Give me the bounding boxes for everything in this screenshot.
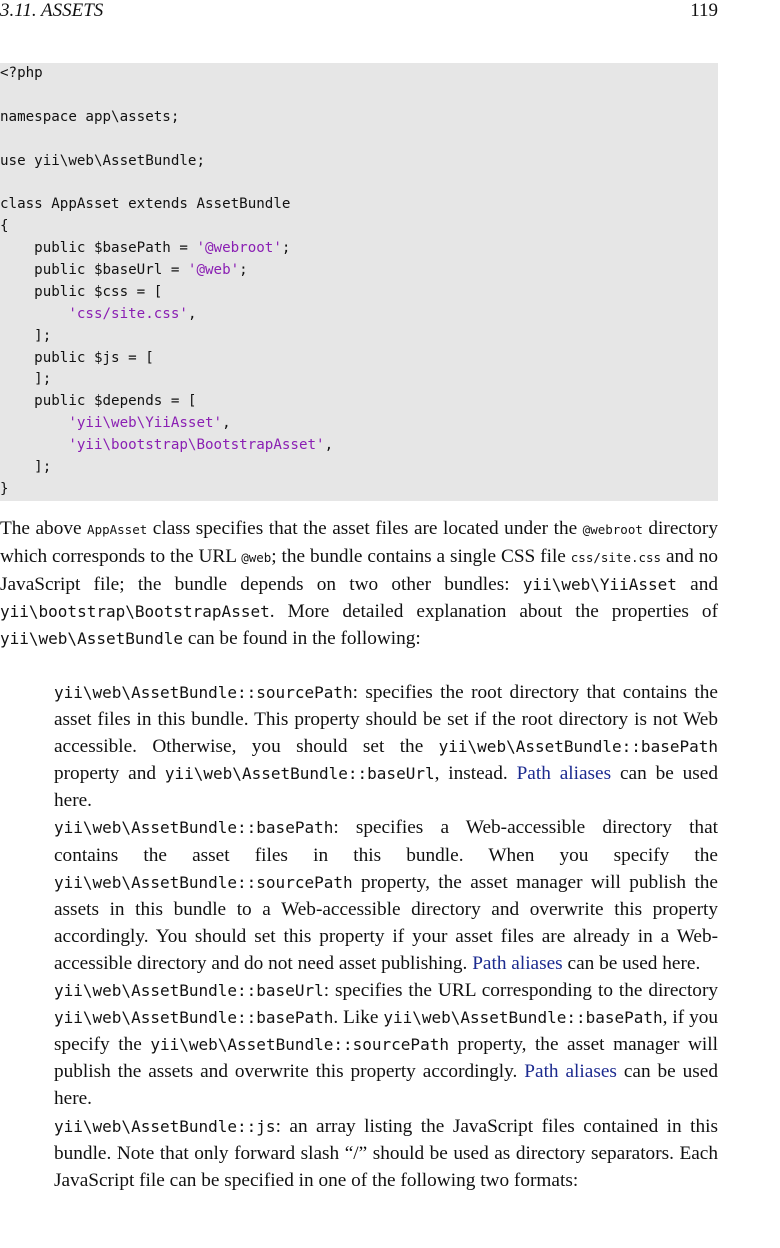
list-item-basepath: yii\web\AssetBundle::basePath: specifies a Web-accessible directory that contains the asset files in this bundle. When you specify the yii\web\AssetBundle::sourcePath property, the asset manager will publish the assets in this bundle to a Web-accessible directory and overwrite this property accordingly. You should set this property if your asset files are already in a Web-accessible directory and do not need asset publishing. Path aliases can be used here. [54, 817, 718, 974]
code-line: ]; [0, 327, 52, 344]
code-line: 'yii\web\YiiAsset', [68, 415, 231, 432]
path-aliases-link[interactable]: Path aliases [524, 1061, 617, 1083]
chapter-title: 3.11. ASSETS [0, 0, 104, 21]
path-aliases-link[interactable]: Path aliases [472, 952, 563, 974]
page-number: 119 [690, 0, 718, 21]
code-line [0, 85, 718, 107]
code-line: } [0, 480, 9, 497]
property-list [54, 679, 718, 1194]
property-name: yii\web\AssetBundle::sourcePath [54, 683, 353, 702]
inline-code: yii\web\AssetBundle [0, 629, 184, 649]
intro-text: The above AppAsset class specifies that the asset files are located under the @webroot directory which corresponds to the URL @web; the bundle contains a single CSS file css/site.css and no JavaScript file; the bundle depends on two other bundles: yii\web\YiiAsset and yii\bootstrap\BootstrapAsset. More detailed explanation about the properties of yii\web\AssetBundle can be found in the following: [0, 518, 718, 650]
code-line: class AppAsset extends AssetBundle [0, 196, 291, 213]
code-block [0, 63, 718, 501]
list-item-sourcepath: yii\web\AssetBundle::sourcePath: specifies the root directory that contains the asset files in this bundle. This property should be set if the root directory is not Web accessible. Otherwise, you should set the yii\web\AssetBundle::basePath property and yii\web\AssetBundle::baseUrl, instead. Path aliases can be used here. [54, 682, 718, 812]
code-line: namespace app\assets; [0, 108, 180, 125]
inline-code: yii\web\YiiAsset [522, 575, 677, 595]
property-name: yii\web\AssetBundle::js [54, 1116, 276, 1136]
code-line: public $css = [ [0, 283, 163, 300]
code-line: public $basePath = '@webroot'; [0, 240, 291, 257]
intro-paragraph [0, 515, 718, 652]
code-line: <?php [0, 65, 43, 81]
property-name: yii\web\AssetBundle::baseUrl [54, 981, 324, 1001]
code-line: 'yii\bootstrap\BootstrapAsset', [68, 437, 334, 454]
list-item-baseurl: yii\web\AssetBundle::baseUrl: specifies the URL corresponding to the directory yii\web\AssetBundle::basePath. Like yii\web\AssetBundle::basePath, if you specify the yii\web\AssetBundle::sourcePath property, the asset manager will publish the assets and overwrite this property accordingly. Path aliases can be used here. [54, 980, 718, 1110]
path-aliases-link[interactable]: Path aliases [516, 763, 612, 785]
code-line: use yii\web\AssetBundle; [0, 152, 205, 169]
code-line: ]; [0, 371, 52, 388]
code-line: { [0, 218, 9, 235]
inline-code: AppAsset [87, 522, 148, 537]
code-line: public $baseUrl = '@web'; [0, 262, 248, 279]
property-name: yii\web\AssetBundle::basePath [54, 818, 334, 838]
code-line: public $js = [ [0, 349, 154, 366]
inline-code: @web [241, 550, 272, 566]
code-line: 'css/site.css', [68, 305, 197, 322]
list-item-js: yii\web\AssetBundle::js: an array listing the JavaScript files contained in this bundle. Note that only forward slash “/” should be used as directory separators. Each JavaScript file can be specified in one of the following two formats: [54, 1115, 718, 1191]
code-line [0, 129, 718, 151]
inline-code: yii\bootstrap\BootstrapAsset [0, 602, 270, 622]
code-line: ]; [0, 459, 52, 476]
inline-code: css/site.css [570, 550, 662, 566]
code-line [0, 172, 718, 194]
inline-code: @webroot [582, 522, 643, 537]
code-line: public $depends = [ [0, 393, 197, 410]
running-header [0, 0, 718, 22]
